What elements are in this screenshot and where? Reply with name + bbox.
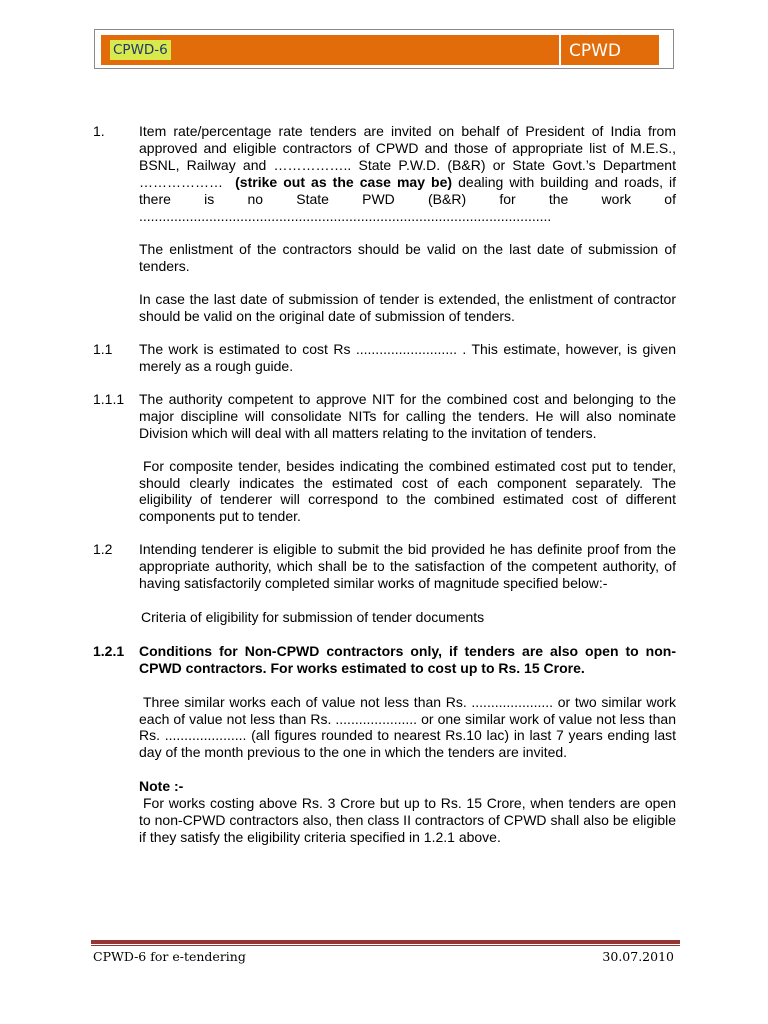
paragraph: Three similar works each of value not less than Rs. ..................... or two similar work each of value not less than Rs. ..................... or one similar work of value not less than Rs. ..................... (all figures rounded to nearest Rs.10 lac) in last 7 years ending last day of the month previous to the one in which the tenders are invited. — [139, 693, 676, 761]
section-text — [139, 341, 676, 375]
header-document-code: CPWD-6 — [110, 40, 171, 60]
paragraph: The work is estimated to cost Rs .......................... . This estimate, however, is given merely as a rough guide. — [139, 341, 676, 374]
header-organization: CPWD — [559, 35, 659, 65]
paragraph: Item rate/percentage rate tenders are invited on behalf of President of India from approved and eligible contractors of CPWD and those of appropriate list of M.E.S., BSNL, Railway and …………….. State P.W.D. (B&R) or State Govt.’s Department ……………… (strike out as the case may be) dealing with building and roads, if there is no State PWD (B&R) for the work of .......................................................................................................... — [139, 123, 677, 224]
section-number: 1. — [93, 123, 105, 139]
section-heading: Conditions for Non-CPWD contractors only, if tenders are also open to non-CPWD contractors. For works estimated to cost up to Rs. 15 Crore. — [139, 642, 676, 676]
page-header — [94, 29, 674, 69]
section-number: 1.1.1 — [93, 390, 125, 407]
section-1-2-1 — [93, 643, 676, 846]
bold-instruction: (strike out as the case may be) — [235, 173, 453, 190]
note-label: Note :- — [139, 778, 184, 795]
paragraph: Criteria of eligibility for submission of tender documents — [141, 608, 485, 625]
header-bar — [101, 35, 659, 65]
section-text — [139, 541, 676, 626]
section-1 — [93, 123, 676, 325]
paragraph: The enlistment of the contractors should be valid on the last date of submission of tenders. — [139, 241, 676, 275]
section-1-1-1 — [93, 391, 676, 525]
footer-rule — [91, 940, 680, 944]
section-text — [139, 123, 676, 325]
section-number: 1.2 — [93, 541, 113, 558]
paragraph: Intending tenderer is eligible to submit the bid provided he has definite proof from the appropriate authority, which shall be to the satisfaction of the competent authority, of having satisfactorily completed similar works of magnitude specified below:- — [139, 541, 676, 592]
section-number: 1.1 — [93, 341, 113, 358]
document-body — [93, 123, 676, 846]
note-text: For works costing above Rs. 3 Crore but up to Rs. 15 Crore, when tenders are open to non-CPWD contractors also, then class II contractors of CPWD shall also be eligible if they satisfy the eligibility criteria specified in 1.2.1 above. — [139, 795, 676, 845]
footer-document-title: CPWD-6 for e-tendering — [93, 949, 246, 964]
section-number: 1.2.1 — [93, 642, 125, 659]
section-1-2 — [93, 541, 676, 626]
paragraph: In case the last date of submission of tender is extended, the enlistment of contractor should be valid on the original date of submission of tenders. — [139, 291, 676, 325]
paragraph: The authority competent to approve NIT for the combined cost and belonging to the major discipline will consolidate NITs for calling the tenders. He will also nominate Division which will deal with all matters relating to the invitation of tenders. — [139, 390, 676, 441]
section-text — [139, 643, 676, 846]
section-1-1 — [93, 341, 676, 375]
footer-date: 30.07.2010 — [602, 949, 674, 964]
section-text — [139, 391, 676, 525]
paragraph: For composite tender, besides indicating the combined estimated cost put to tender, should clearly indicates the estimated cost of each component separately. The eligibility of tenderer will correspond to the combined estimated cost of different components put to tender. — [139, 457, 676, 525]
